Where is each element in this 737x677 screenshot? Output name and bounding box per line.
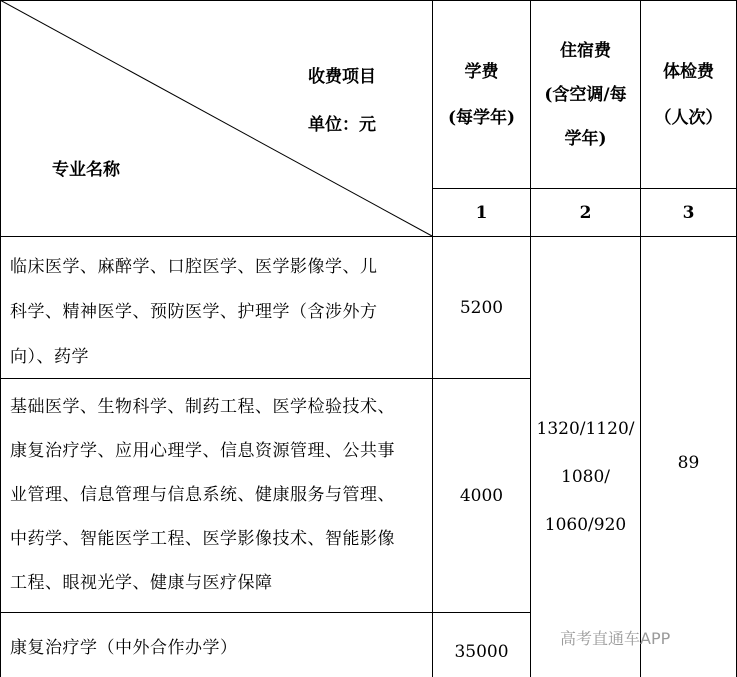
- majors-row-2-line: 工程、眼视光学、健康与医疗保障: [10, 573, 273, 593]
- exam-header-title: 体检费: [663, 61, 714, 82]
- housing-header-line1: 住宿费: [560, 40, 611, 61]
- majors-row-2-line: 业管理、信息管理与信息系统、健康服务与管理、: [10, 485, 395, 505]
- tuition-header-note: (每学年): [447, 107, 516, 128]
- majors-row-1: [10, 252, 428, 373]
- housing-fee-line3: 1060/920: [544, 515, 627, 535]
- housing-header-line3: 学年): [564, 128, 607, 149]
- tuition-header-title: 学费: [464, 61, 499, 82]
- majors-row-1-line: 向）、药学: [10, 347, 89, 367]
- exam-header-note: （人次）: [654, 107, 723, 128]
- majors-row-2-line: 中药学、智能医学工程、医学影像技术、智能影像: [10, 529, 395, 549]
- column-number-1: 1: [475, 202, 488, 223]
- watermark-text: 高考直通车APP: [560, 629, 671, 648]
- housing-fee-line1: 1320/1120/: [536, 419, 635, 439]
- majors-row-2-line: 基础医学、生物科学、制药工程、医学检验技术、: [10, 397, 395, 417]
- tuition-row-3: 35000: [454, 642, 509, 662]
- majors-row-2: [10, 392, 428, 599]
- exam-header: [641, 1, 736, 188]
- exam-fee-cell: 89: [677, 453, 700, 473]
- tuition-header: [433, 1, 530, 188]
- column-number-3: 3: [682, 202, 695, 223]
- tuition-row-2: 4000: [459, 485, 504, 506]
- unit-label: 单位：元: [308, 115, 376, 135]
- housing-fee-cell: [531, 237, 640, 677]
- major-name-label: 专业名称: [52, 160, 120, 180]
- tuition-row-1: 5200: [459, 297, 504, 318]
- column-number-2: 2: [579, 202, 592, 223]
- housing-header-line2: (含空调/每: [544, 84, 627, 105]
- majors-row-3: [10, 633, 428, 664]
- majors-row-3-line: 康复治疗学（中外合作办学）: [10, 638, 238, 658]
- majors-row-1-line: 临床医学、麻醉学、口腔医学、医学影像学、儿: [10, 257, 378, 277]
- majors-row-1-line: 科学、精神医学、预防医学、护理学（含涉外方: [10, 302, 378, 322]
- fee-item-label: 收费项目: [308, 67, 376, 87]
- housing-fee-line2: 1080/: [561, 467, 610, 487]
- housing-header: [531, 1, 640, 188]
- majors-row-2-line: 康复治疗学、应用心理学、信息资源管理、公共事: [10, 441, 395, 461]
